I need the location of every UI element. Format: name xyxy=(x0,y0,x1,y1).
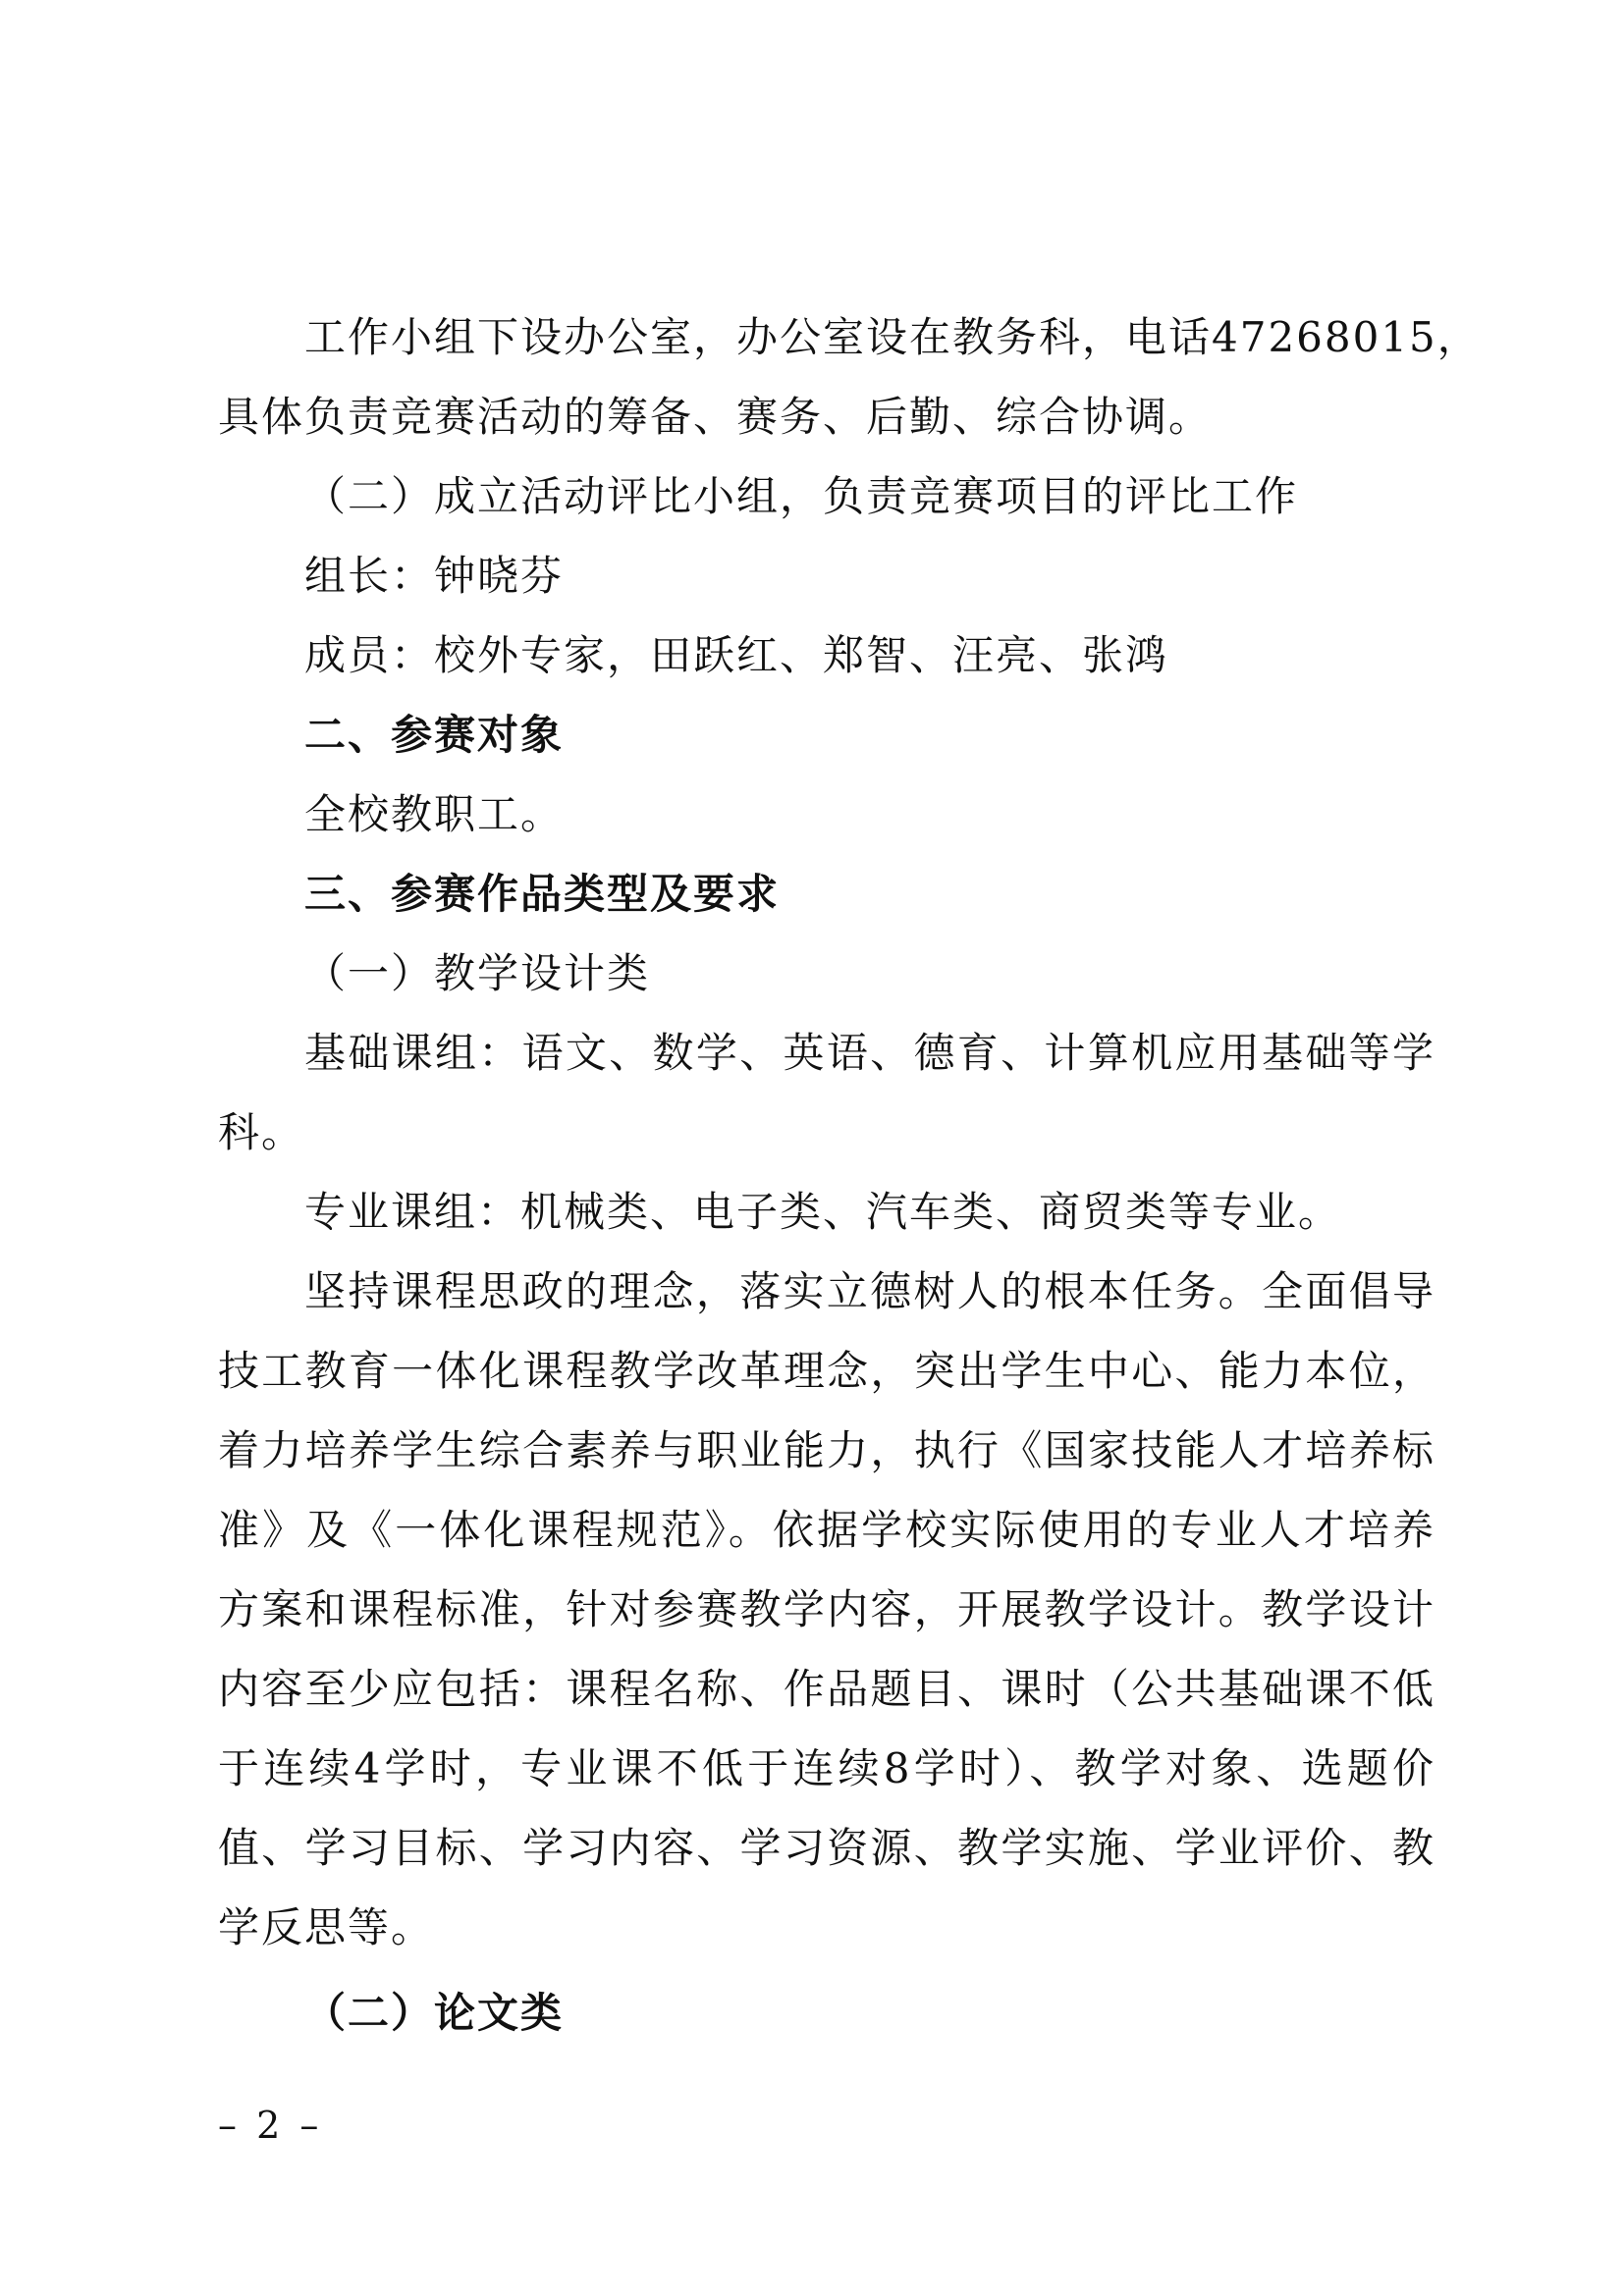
paragraph-line: 具体负责竞赛活动的筹备、赛务、后勤、综合协调。 xyxy=(218,393,1213,441)
paragraph-line: 技工教育一体化课程教学改革理念，突出学生中心、能力本位， xyxy=(218,1347,1435,1395)
paragraph-line: 科。 xyxy=(218,1108,305,1156)
section-heading: 三、参赛作品类型及要求 xyxy=(304,870,781,918)
subsection-heading: （一）教学设计类 xyxy=(304,949,651,997)
paragraph-line: 着力培养学生综合素养与职业能力，执行《国家技能人才培养标 xyxy=(218,1426,1435,1474)
subsection-heading: （二）成立活动评比小组，负责竞赛项目的评比工作 xyxy=(304,472,1299,520)
paragraph-line: 内容至少应包括：课程名称、作品题目、课时（公共基础课不低 xyxy=(218,1665,1435,1713)
paragraph-line: 学反思等。 xyxy=(218,1903,435,1951)
paragraph-line: 值、学习目标、学习内容、学习资源、教学实施、学业评价、教 xyxy=(218,1824,1435,1872)
paragraph-line: 坚持课程思政的理念，落实立德树人的根本任务。全面倡导 xyxy=(304,1267,1435,1315)
paragraph-line: 于连续4学时，专业课不低于连续8学时）、教学对象、选题价 xyxy=(218,1744,1435,1792)
paragraph-line: 工作小组下设办公室，办公室设在教务科，电话47268015， xyxy=(304,313,1481,361)
page-number: – 2 – xyxy=(218,2104,323,2147)
paragraph-line: 方案和课程标准，针对参赛教学内容，开展教学设计。教学设计 xyxy=(218,1585,1435,1633)
paragraph-line: 专业课组：机械类、电子类、汽车类、商贸类等专业。 xyxy=(304,1188,1342,1236)
group-leader-line: 组长：钟晓芬 xyxy=(304,552,565,600)
section-heading: 二、参赛对象 xyxy=(304,711,565,759)
paragraph-line: 准》及《一体化课程规范》。依据学校实际使用的专业人才培养 xyxy=(218,1506,1435,1554)
paragraph-line: 全校教职工。 xyxy=(304,790,565,838)
subsection-heading: （二）论文类 xyxy=(304,1989,565,2037)
paragraph-line: 基础课组：语文、数学、英语、德育、计算机应用基础等学 xyxy=(304,1029,1435,1077)
document-body xyxy=(218,297,1481,2053)
members-line: 成员：校外专家，田跃红、郑智、汪亮、张鸿 xyxy=(304,631,1169,679)
